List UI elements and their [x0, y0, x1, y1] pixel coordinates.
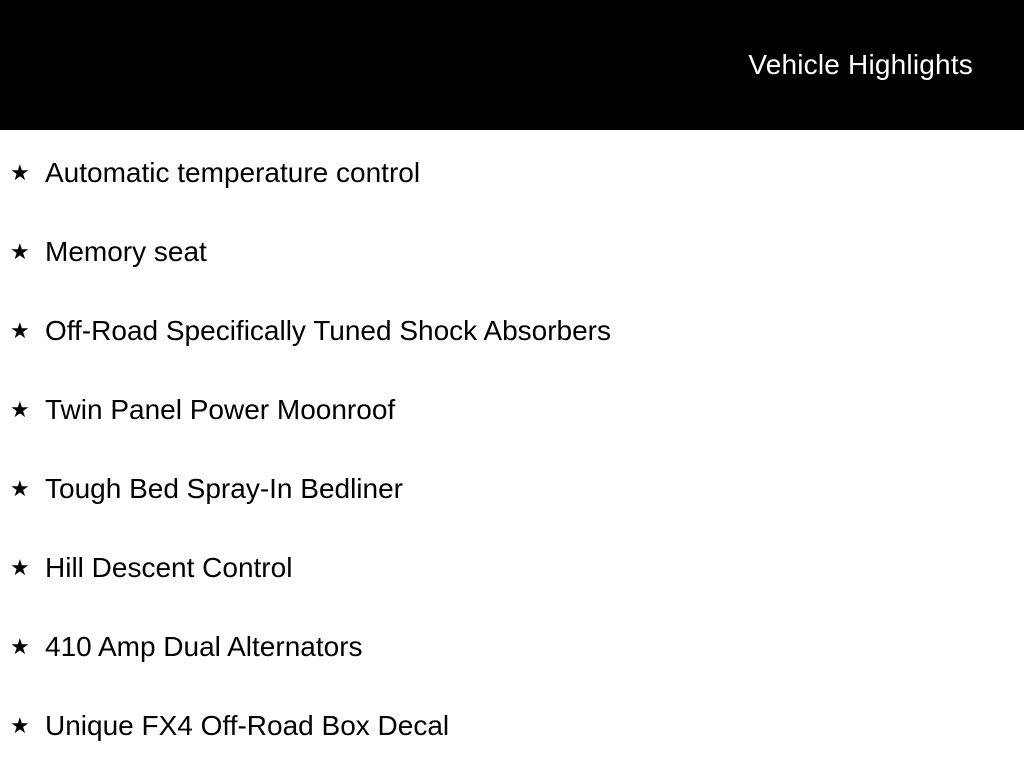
list-item — [10, 607, 1024, 686]
list-item-label: Hill Descent Control — [45, 551, 293, 583]
star-icon: ★ — [10, 317, 30, 343]
list-item — [10, 291, 1024, 370]
header-bar — [0, 0, 1024, 130]
list-item — [10, 212, 1024, 291]
list-item-label: 410 Amp Dual Alternators — [45, 630, 363, 662]
list-item — [10, 133, 1024, 212]
list-item-label: Tough Bed Spray-In Bedliner — [45, 472, 403, 504]
star-icon: ★ — [10, 475, 30, 501]
star-icon: ★ — [10, 554, 30, 580]
star-icon: ★ — [10, 633, 30, 659]
page-title: Vehicle Highlights — [748, 49, 973, 80]
list-item-label: Off-Road Specifically Tuned Shock Absorbers — [45, 314, 612, 346]
highlights-list — [0, 130, 1024, 765]
star-icon: ★ — [10, 159, 30, 185]
list-item-label: Unique FX4 Off-Road Box Decal — [45, 709, 450, 741]
list-item — [10, 370, 1024, 449]
star-icon: ★ — [10, 396, 30, 422]
list-item — [10, 528, 1024, 607]
star-icon: ★ — [10, 712, 30, 738]
list-item-label: Twin Panel Power Moonroof — [45, 393, 396, 425]
list-item-label: Memory seat — [45, 235, 207, 267]
list-item — [10, 449, 1024, 528]
list-item — [10, 686, 1024, 765]
star-icon: ★ — [10, 238, 30, 264]
list-item-label: Automatic temperature control — [45, 156, 421, 188]
